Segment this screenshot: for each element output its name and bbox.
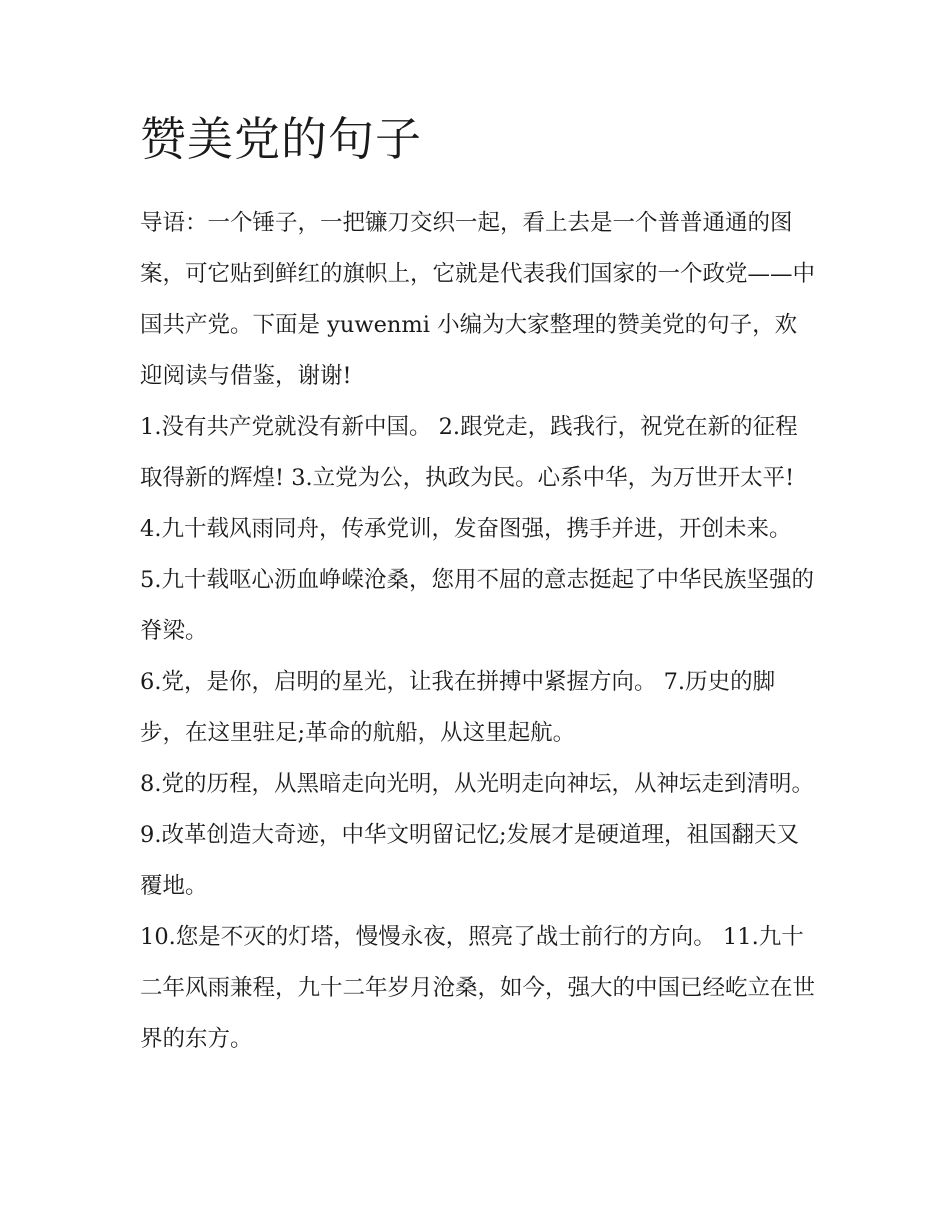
sentence-paragraph: 1.没有共产党就没有新中国。 2.跟党走，践我行，祝党在新的征程取得新的辉煌! 3.立党为公，执政为民。心系中华，为万世开太平! xyxy=(140,414,798,491)
sentence-paragraph: 6.党，是你，启明的星光，让我在拼搏中紧握方向。 7.历史的脚步，在这里驻足;革命的航船，从这里起航。 xyxy=(140,669,776,746)
document-body xyxy=(140,198,815,1065)
sentence-paragraph: 8.党的历程，从黑暗走向光明，从光明走向神坛，从神坛走到清明。 9.改革创造大奇迹，中华文明留记忆;发展才是硬道理，祖国翻天又覆地。 xyxy=(140,771,814,899)
intro-paragraph: 导语：一个锤子，一把镰刀交织一起，看上去是一个普普通通的图案，可它贴到鲜红的旗帜上，它就是代表我们国家的一个政党——中国共产党。下面是 yuwenmi 小编为大家整理的赞美党的句子，欢迎阅读与借鉴，谢谢! xyxy=(140,210,816,389)
sentence-paragraph: 10.您是不灭的灯塔，慢慢永夜，照亮了战士前行的方向。 11.九十二年风雨兼程，九十二年岁月沧桑，如今，强大的中国已经屹立在世界的东方。 xyxy=(140,924,816,1052)
page-title: 赞美党的句子 xyxy=(140,112,422,166)
sentence-paragraph: 4.九十载风雨同舟，传承党训，发奋图强，携手并进，开创未来。 5.九十载呕心沥血峥嵘沧桑，您用不屈的意志挺起了中华民族坚强的脊梁。 xyxy=(140,516,814,644)
